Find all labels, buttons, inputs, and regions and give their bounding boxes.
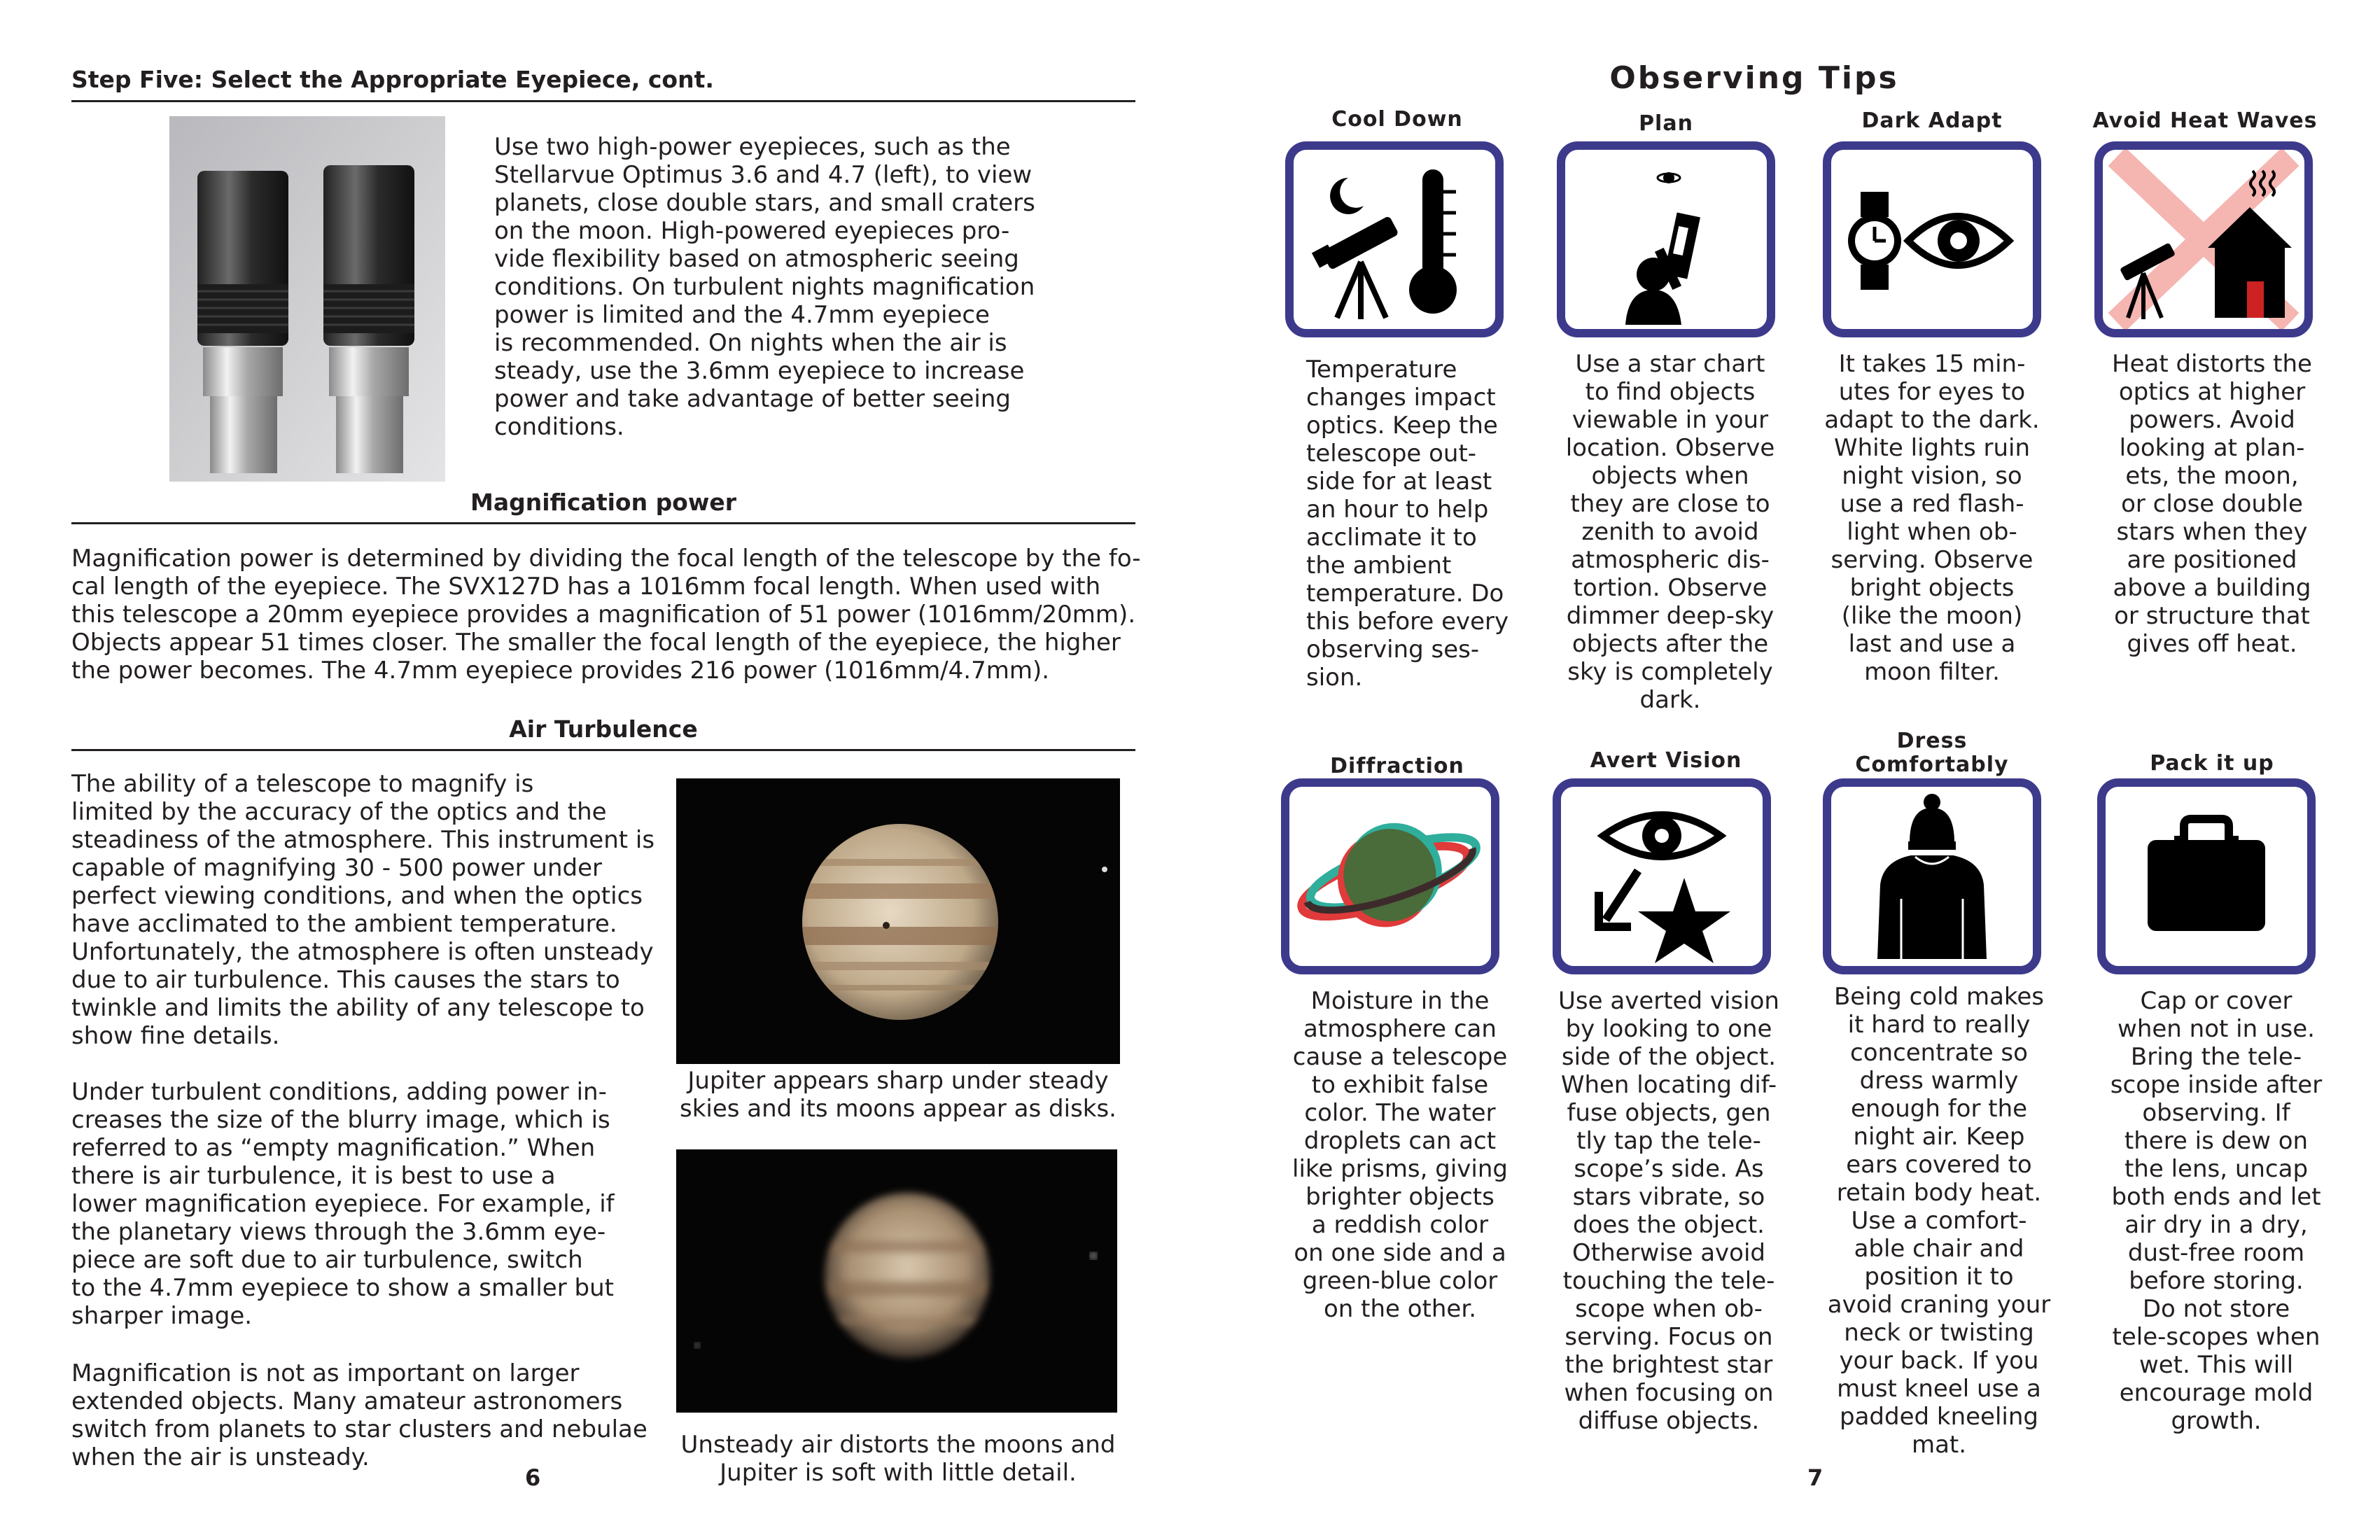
dress-comfortably-icon [1823, 778, 2041, 974]
eyepieces-photo [169, 116, 445, 482]
eyepiece-paragraph: Use two high-power eyepieces, such as the Stellarvue Optimus 3.6 and 4.7 (left), to view planets, close double stars, and small craters on the moon. High-powered eyepieces pro- vide flexibility based on atmospheric seeing conditions. On turbulent nights magnification power is limited and the 4.7mm eyepiece is recommended. On nights when the air is steady, use the 3.6mm eyepiece to increase power and take advantage of better seeing conditions. [494, 133, 1035, 441]
tip-title-plan: Plan [1639, 111, 1693, 136]
pack-it-up-icon [2097, 778, 2316, 974]
tip-title-avert-vision: Avert Vision [1590, 748, 1742, 773]
avert-vision-icon [1553, 778, 1771, 974]
avoid-heat-waves-icon [2094, 141, 2313, 337]
jupiter-sharp-photo [676, 778, 1120, 1064]
tip-title-dress-comfortably: Dress Comfortably [1855, 729, 2009, 777]
magnification-heading: Magnification power [470, 489, 736, 516]
tip-text-dress-comfortably: Being cold makes it hard to really concentrate so dress warmly enough for the night air. Keep ears covered to retain body heat. Use a comfort- able chair and position it to avoid craning your neck or twisting your back. If you must kneel use a padded kneeling mat. [1827, 983, 2051, 1459]
tip-text-diffraction: Moisture in the atmosphere can cause a telescope to exhibit false color. The water droplets can act like prisms, giving brighter objects a reddish color on one side and a green-blue color on the other. [1292, 987, 1508, 1323]
cool-down-icon [1285, 141, 1504, 337]
diffraction-icon [1281, 778, 1499, 974]
tip-title-cool-down: Cool Down [1331, 107, 1463, 132]
tip-text-avoid-heat-waves: Heat distorts the optics at higher powers. Avoid looking at plan- ets, the moon, or close double stars when they are positioned above a building or structure that gives off heat. [2112, 350, 2312, 658]
magnification-paragraph: Magnification power is determined by dividing the focal length of the telescope by the fo- cal length of the eyepiece. The SVX127D has a 1016mm focal length. When used with this telescope a 20mm eyepiece provides a magnification of 51 power (1016mm/20mm). Objects appear 51 times closer. The smaller the focal length of the eyepiece, the higher the power becomes. The 4.7mm eyepiece provides 216 power (1016mm/4.7mm). [71, 545, 1141, 685]
plan-icon [1557, 141, 1775, 337]
dark-adapt-icon [1823, 141, 2041, 337]
magnification-rule [71, 522, 1135, 524]
tip-text-cool-down: Temperature changes impact optics. Keep the telescope out- side for at least an hour to help acclimate it to the ambient temperature. Do this before every observing ses- sion. [1306, 356, 1509, 692]
tip-text-pack-it-up: Cap or cover when not in use. Bring the tele- scope inside after observing. If there is dew on the lens, uncap both ends and let air dry in a dry, dust-free room before storing. Do not store tele-scopes when wet. This will encourage mold growth. [2110, 987, 2323, 1435]
turbulence-heading: Air Turbulence [509, 715, 698, 743]
tip-title-dark-adapt: Dark Adapt [1861, 108, 2003, 133]
jupiter-soft-photo [676, 1149, 1117, 1413]
tip-text-avert-vision: Use averted vision by looking to one side of the object. When locating dif- fuse objects, gen tly tap the tele- scope’s side. As stars vibrate, so does the object. Otherwise avoid touching the tele- scope when ob- serving. Focus on the brightest star when focusing on diffuse objects. [1558, 987, 1779, 1435]
tip-title-pack-it-up: Pack it up [2150, 751, 2274, 776]
tip-title-avoid-heat-waves: Avoid Heat Waves [2092, 108, 2318, 133]
tip-title-diffraction: Diffraction [1330, 754, 1464, 778]
turbulence-paragraph-1: The ability of a telescope to magnify is limited by the accuracy of the optics and the steadiness of the atmosphere. This instrument is capable of magnifying 30 - 500 power under perfect viewing conditions, and when the optics have acclimated to the ambient temperature. Unfortunately, the atmosphere is often unsteady due to air turbulence. This causes the stars to twinkle and limits the ability of any telescope to show fine details. [71, 770, 655, 1050]
caption-sharp: Jupiter appears sharp under steady skies and its moons appear as disks. [679, 1067, 1116, 1123]
turbulence-paragraph-3: Magnification is not as important on larger extended objects. Many amateur astronomers switch from planets to star clusters and nebulae when the air is unsteady. [71, 1359, 648, 1471]
tip-text-plan: Use a star chart to find objects viewable in your location. Observe objects when they are close to zenith to avoid atmospheric dis- tortion. Observe dimmer deep-sky objects after the sky is completely dark. [1565, 350, 1775, 714]
tip-text-dark-adapt: It takes 15 min- utes for eyes to adapt to the dark. White lights ruin night vision, so use a red flash- light when ob- serving. Observe bright objects (like the moon) last and use a moon filter. [1824, 350, 2040, 686]
observing-tips-title: Observing Tips [1609, 60, 1899, 96]
page-number-left: 6 [525, 1464, 541, 1491]
turbulence-rule [71, 749, 1135, 751]
section-title: Step Five: Select the Appropriate Eyepiece, cont. [71, 66, 714, 93]
caption-soft: Unsteady air distorts the moons and Jupiter is soft with little detail. [680, 1431, 1116, 1487]
section-title-rule [71, 100, 1135, 102]
page-number-right: 7 [1807, 1464, 1823, 1491]
turbulence-paragraph-2: Under turbulent conditions, adding power in- creases the size of the blurry image, which is referred to as “empty magnification.” When there is air turbulence, it is best to use a lower magnification eyepiece. For example, if the planetary views through the 3.6mm eye- piece are soft due to air turbulence, switch to the 4.7mm eyepiece to show a smaller but sharper image. [71, 1078, 615, 1330]
